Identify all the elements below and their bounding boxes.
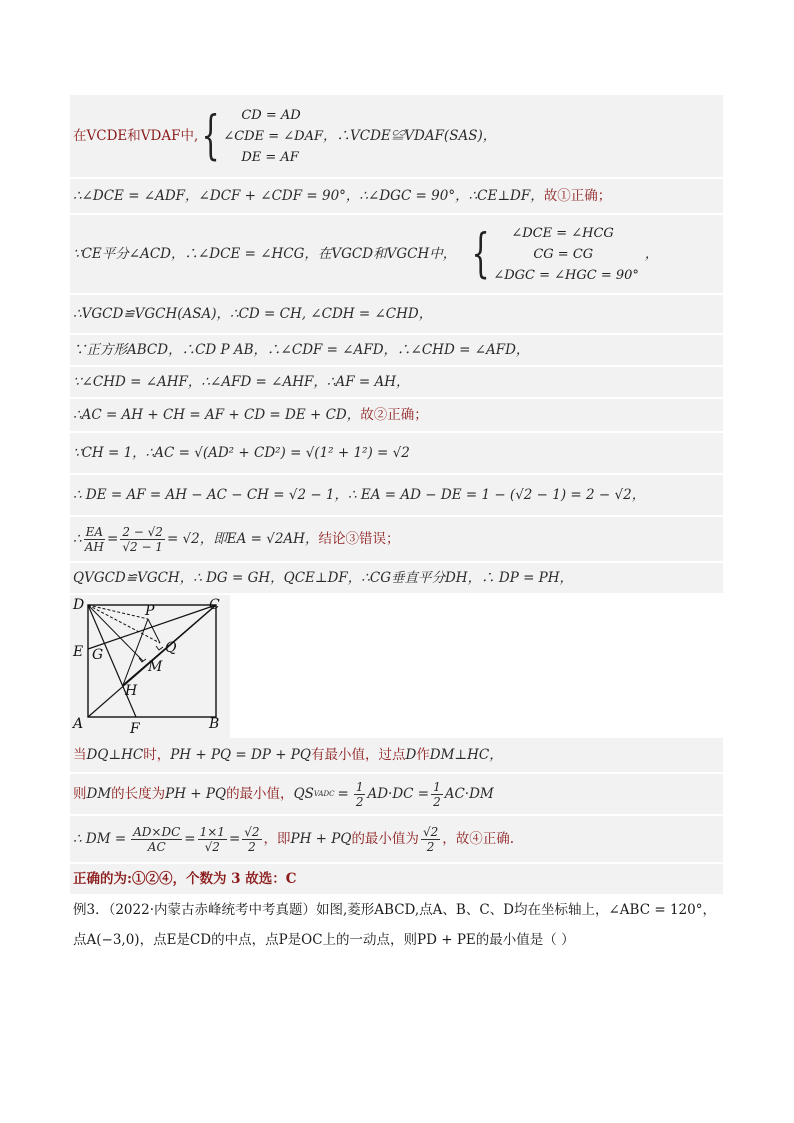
- label-g: G: [92, 647, 104, 663]
- fraction-numerator: √2: [422, 824, 439, 839]
- system-eq: DE = AF: [241, 149, 299, 165]
- line-subscript: VADC: [313, 790, 335, 798]
- line-dm-value: [70, 816, 723, 862]
- fraction: [84, 525, 105, 554]
- line-text: 的最小值，: [226, 786, 294, 802]
- line-text: 的长度为: [111, 786, 166, 802]
- example-line: 例3．（2022·内蒙古赤峰统考中考真题）如图,菱形ABCD,点A、B、C、D均在坐标轴上，∠ABC = 120°，: [73, 902, 716, 918]
- fraction: [242, 825, 261, 854]
- line-math: = √2，即EA = √2AH，: [166, 531, 319, 547]
- fraction-numerator: 1: [355, 779, 364, 794]
- line-math: ∴: [73, 531, 82, 547]
- line-math: PH + PQ: [165, 786, 227, 802]
- fraction-denominator: AH: [84, 539, 104, 554]
- line-math: ∵CH = 1，∴AC = √(AD² + CD²) = √(1² + 1²) = √2: [73, 445, 410, 461]
- label-e: E: [73, 644, 84, 660]
- fraction: [120, 525, 165, 554]
- line-ac-sum: [70, 399, 723, 431]
- label-h: H: [125, 683, 138, 699]
- line-text: 时，: [143, 747, 171, 763]
- line-square: [70, 335, 723, 365]
- line-text: 作: [416, 747, 430, 763]
- line-answer: [70, 864, 723, 894]
- line-ratio: [70, 517, 723, 561]
- fraction-denominator: 2: [433, 794, 441, 809]
- line-math: AC·DM: [444, 786, 494, 802]
- line-af-ah: [70, 367, 723, 397]
- label-f: F: [130, 721, 140, 737]
- fraction-numerator: √2: [244, 824, 260, 839]
- line-conclusion: 结论③错误；: [318, 531, 400, 547]
- fraction-denominator: 2: [248, 839, 256, 854]
- line-math: ∵∠CHD = ∠AHF，∴∠AFD = ∠AHF，∴AF = AH，: [73, 374, 410, 390]
- label-c: C: [209, 597, 220, 613]
- equation-system: [493, 223, 639, 286]
- fraction: [198, 825, 227, 854]
- label-q: Q: [165, 640, 177, 656]
- line-math: DM: [86, 786, 112, 802]
- fraction-denominator: 2: [426, 839, 435, 854]
- line-area-relation: [70, 774, 723, 814]
- example-3: [70, 898, 723, 952]
- line-math: QS: [293, 786, 314, 802]
- line-conclusion: ，故④正确.: [442, 831, 515, 847]
- line-text: 则: [73, 786, 87, 802]
- line-math: ∴∠DCE = ∠ADF，∠DCF + ∠CDF = 90°，∴∠DGC = 90°，∴CE⊥DF，: [73, 188, 544, 204]
- system-eq: CG = CG: [533, 246, 594, 262]
- fraction: [131, 825, 182, 854]
- geometry-figure: [70, 595, 723, 738]
- line-text: ，即: [263, 831, 291, 847]
- line-math: ∴ DM =: [73, 831, 127, 847]
- line-text: 的最小值为: [351, 831, 419, 847]
- system-eq: ∠DGC = ∠HGC = 90°: [493, 267, 639, 283]
- line-math: PH + PQ = DP + PQ: [170, 747, 311, 763]
- line-text: ，∴VCDE≌VDAF(SAS)，: [322, 128, 497, 144]
- line-math: ∴AC = AH + CH = AF + CD = DE + CD，: [73, 407, 361, 423]
- fraction-denominator: AC: [147, 839, 166, 854]
- label-m: M: [148, 659, 163, 675]
- label-b: B: [209, 716, 220, 732]
- system-eq: CD = AD: [241, 107, 301, 123]
- line-perpendicular-bisector: [70, 563, 723, 593]
- line-congruence-1: [70, 95, 723, 177]
- label-a: A: [73, 716, 84, 732]
- line-conclusion: 故②正确；: [360, 407, 428, 423]
- system-eq: ∠DCE = ∠HCG: [511, 225, 614, 241]
- line-math: ∵正方形ABCD，∴CD P AB，∴∠CDF = ∠AFD，∴∠CHD = ∠AFD，: [73, 342, 530, 358]
- fraction-denominator: √2: [204, 839, 220, 854]
- line-math: QVGCD≌VGCH，∴ DG = GH，QCE⊥DF，∴CG垂直平分DH，∴ DP = PH，: [73, 570, 574, 586]
- line-math: =: [228, 831, 241, 847]
- fraction-numerator: 1×1: [199, 824, 225, 839]
- line-text: 当: [73, 747, 87, 763]
- line-math: =: [184, 831, 196, 847]
- fraction: [354, 780, 366, 809]
- square-diagram: [70, 595, 230, 738]
- answer-text: 正确的为:①②④，个数为 3 故选：C: [73, 871, 297, 887]
- line-math: DM⊥HC，: [429, 747, 503, 763]
- fraction-numerator: EA: [85, 524, 104, 539]
- fraction-numerator: AD×DC: [133, 824, 181, 839]
- line-minimum-condition: [70, 738, 723, 772]
- line-text: 有最小值，过点: [310, 747, 406, 763]
- equation-system: [223, 105, 323, 168]
- line-asa: [70, 295, 723, 333]
- label-p: P: [145, 603, 155, 619]
- line-congruence-2: [70, 215, 723, 293]
- fraction-denominator: 2: [355, 794, 364, 809]
- fraction: [431, 780, 443, 809]
- example-line: 点A(−3,0)，点E是CD的中点，点P是OC上的一动点，则PD + PE的最小值是（ ）: [73, 932, 575, 948]
- line-math: PH + PQ: [290, 831, 352, 847]
- brace: {: [471, 224, 490, 284]
- line-math: ∴ DE = AF = AH − AC − CH = √2 − 1，∴ EA = AD − DE = 1 − (√2 − 1) = 2 − √2，: [73, 487, 646, 503]
- system-eq: ∠CDE = ∠DAF: [223, 128, 323, 144]
- line-angle-proof: [70, 179, 723, 213]
- line-math: =: [337, 786, 349, 802]
- line-math: =: [107, 531, 119, 547]
- line-text: ∵CE平分∠ACD，∴∠DCE = ∠HCG，在VGCD和VGCH中，: [73, 246, 457, 262]
- line-text: 在VCDE和VDAF中,: [73, 128, 199, 144]
- line-de-ea: [70, 475, 723, 515]
- fraction-denominator: √2 − 1: [122, 539, 163, 554]
- line-math: ∴VGCD≌VGCH(ASA)，∴CD = CH, ∠CDH = ∠CHD，: [73, 306, 433, 322]
- line-math: DQ⊥HC: [86, 747, 144, 763]
- line-ac-value: [70, 433, 723, 473]
- fraction: [421, 825, 440, 854]
- line-text: ，: [644, 246, 659, 262]
- brace: {: [201, 106, 220, 166]
- fraction-numerator: 1: [433, 779, 441, 794]
- label-d: D: [73, 597, 85, 613]
- fraction-numerator: 2 − √2: [122, 524, 163, 539]
- line-math: D: [405, 747, 417, 763]
- line-math: AD·DC =: [367, 786, 430, 802]
- line-conclusion: 故①正确；: [543, 188, 612, 204]
- solution-sheet: [70, 95, 723, 952]
